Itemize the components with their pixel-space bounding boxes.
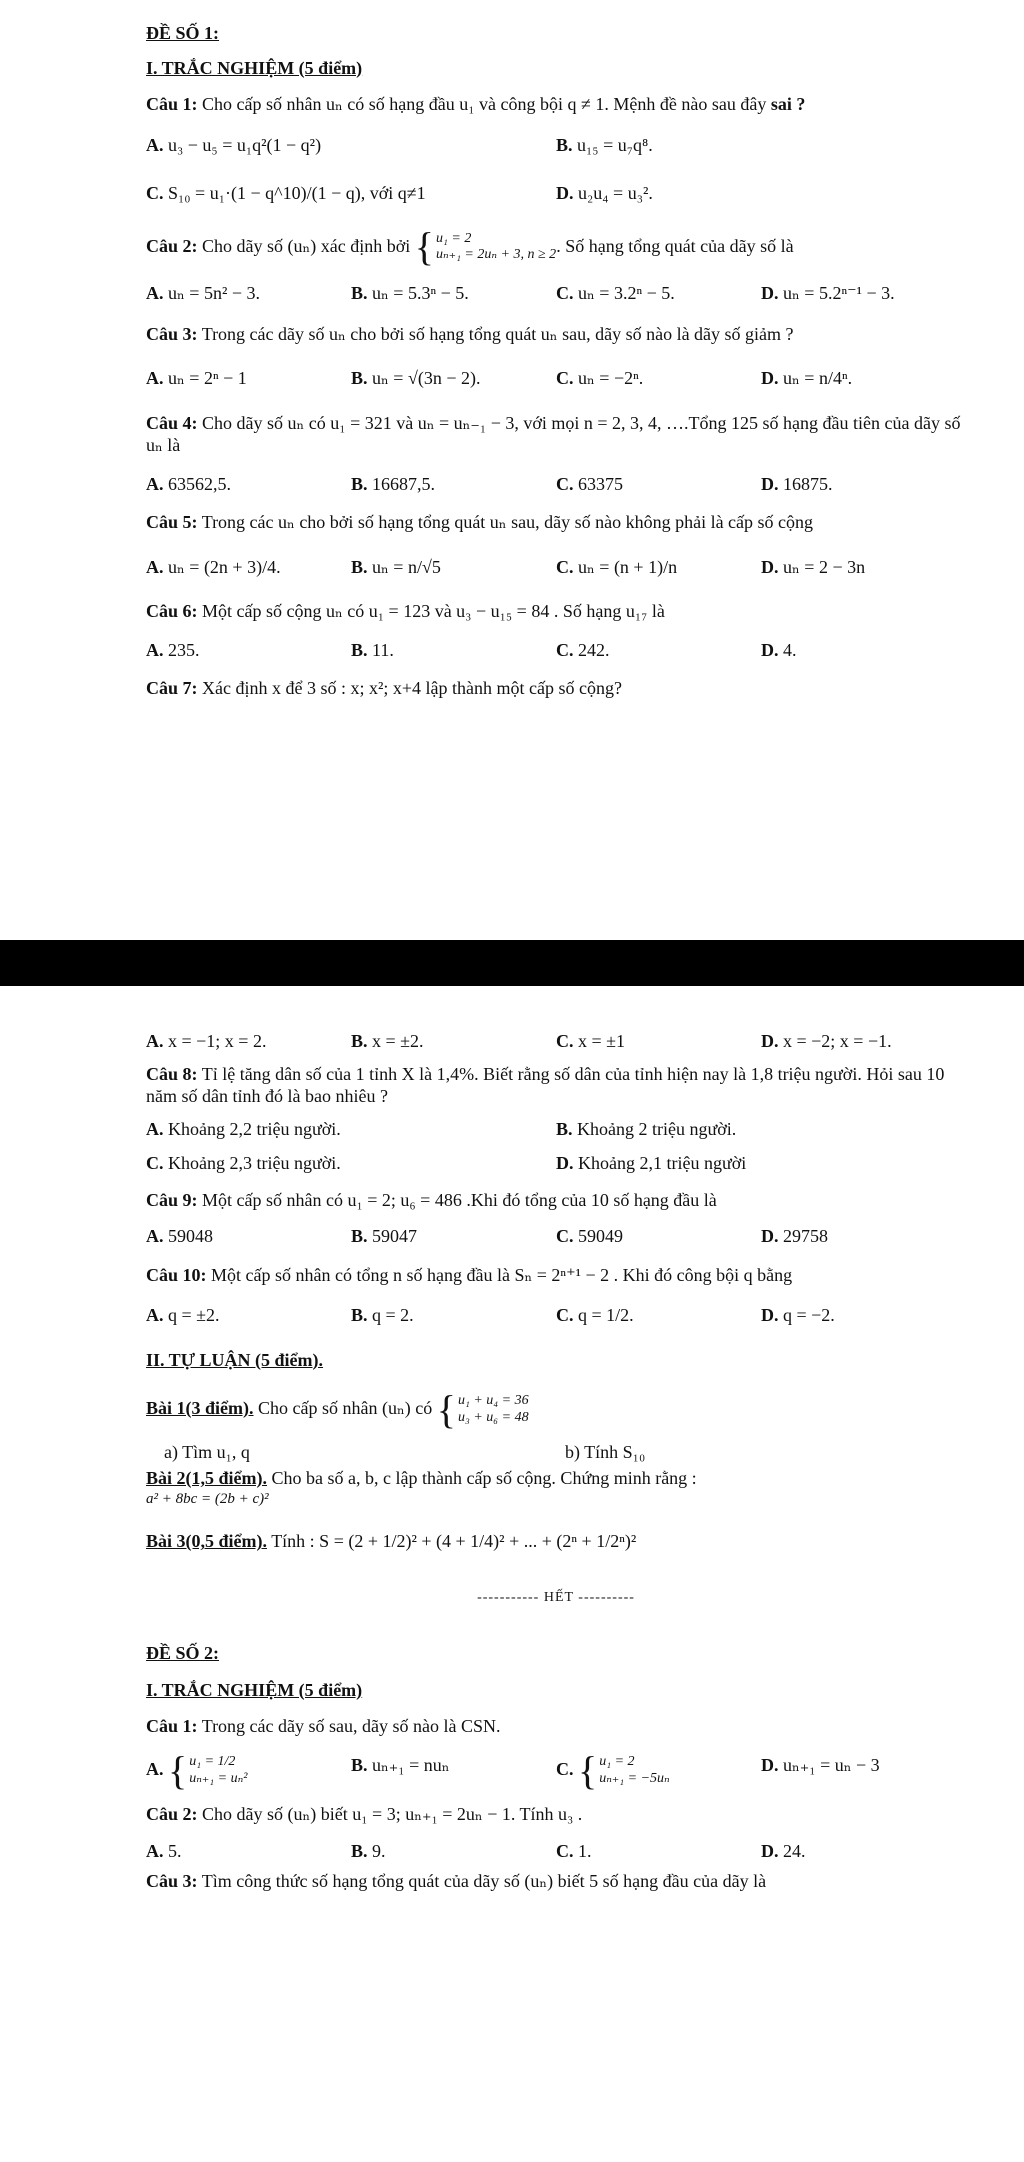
exam-2-q1-option-c: { u₁ = 2 uₙ₊₁ = −5uₙ — [578, 1747, 670, 1793]
q8-options-ab: A. Khoảng 2,2 triệu người. B. Khoảng 2 triệu người. — [146, 1118, 737, 1139]
q1-option-b: u₁₅ = u₇q⁸. — [577, 134, 653, 155]
q3-option-d: uₙ = n/4ⁿ. — [783, 368, 853, 389]
q3-option-b: uₙ = √(3n − 2). — [372, 368, 481, 389]
question-10: Câu 10: Một cấp số nhân có tổng n số hạng đầu là Sₙ = 2ⁿ⁺¹ − 2 . Khi đó công bội q bằng — [146, 1264, 793, 1285]
q7-options: A. x = −1; x = 2. B. x = ±2. C. x = ±1 D. x = −2; x = −1. — [146, 1031, 892, 1051]
q1-options-cd: C. S₁₀ = u₁·(1 − q^10)/(1 − q), với q≠1 D. u₂u₄ = u₃². — [146, 183, 653, 203]
exam-2-question-2: Câu 2: Cho dãy số (uₙ) biết u₁ = 3; uₙ₊₁ = 2uₙ − 1. Tính u₃ . — [146, 1804, 583, 1825]
exam-2-q1-option-d: uₙ₊₁ = uₙ − 3 — [783, 1754, 880, 1775]
q2-option-a: uₙ = 5n² − 3. — [168, 283, 260, 304]
section-multiple-choice: I. TRẮC NGHIỆM (5 điểm) — [146, 57, 363, 78]
q2-options: A. uₙ = 5n² − 3. B. uₙ = 5.3ⁿ − 5. C. uₙ = 3.2ⁿ − 5. D. uₙ = 5.2ⁿ⁻¹ − 3. — [146, 283, 895, 304]
exam-2-q2-option-d: 24. — [783, 1840, 806, 1861]
q10-options: A. q = ±2. B. q = 2. C. q = 1/2. D. q = −2. — [146, 1305, 835, 1325]
question-3: Câu 3: Trong các dãy số uₙ cho bởi số hạng tổng quát uₙ sau, dãy số nào là dãy số giảm ? — [146, 323, 794, 344]
q4-option-c: 63375 — [578, 473, 623, 494]
exam-2-q2-options: A. 5. B. 9. C. 1. D. 24. — [146, 1840, 806, 1861]
q5-option-c: uₙ = (n + 1)/n — [578, 556, 678, 577]
q8-options-cd: C. Khoảng 2,3 triệu người. D. Khoảng 2,1 triệu người — [146, 1153, 747, 1173]
question-5: Câu 5: Trong các uₙ cho bởi số hạng tổng quát uₙ sau, dãy số nào không phải là cấp số cộng — [146, 512, 814, 533]
exam-2-title: ĐỀ SỐ 2: — [146, 1643, 220, 1664]
q1-options-ab: A. u₃ − u₅ = u₁q²(1 − q²) B. u₁₅ = u₇q⁸. — [146, 134, 653, 155]
q7-option-c: x = ±1 — [578, 1031, 626, 1051]
page-2 — [0, 986, 1024, 2162]
q4-option-a: 63562,5. — [168, 473, 231, 494]
bai-1-parts — [146, 1441, 966, 1464]
bai-2: Bài 2(1,5 điểm). Cho ba số a, b, c lập thành cấp số cộng. Chứng minh rằng : — [146, 1468, 697, 1489]
question-7: Câu 7: Xác định x để 3 số : x; x²; x+4 lập thành một cấp số cộng? — [146, 678, 622, 699]
exam-2-question-1: Câu 1: Trong các dãy số sau, dãy số nào là CSN. — [146, 1716, 501, 1737]
bai-1-part-b: b) Tính S₁₀ — [565, 1441, 646, 1462]
q6-option-d: 4. — [783, 639, 797, 660]
exam-2-q2-option-b: 9. — [372, 1840, 386, 1861]
q1-option-c: S₁₀ = u₁·(1 − q^10)/(1 − q), với q≠1 — [168, 183, 426, 203]
q8-option-c: Khoảng 2,3 triệu người. — [168, 1153, 341, 1173]
bai-3: Bài 3(0,5 điểm). Tính : S = (2 + 1/2)² + (4 + 1/4)² + ... + (2ⁿ + 1/2ⁿ)² — [146, 1531, 637, 1552]
q6-option-b: 11. — [372, 639, 394, 660]
bai-1: Bài 1(3 điểm). Cho cấp số nhân (uₙ) có { u₁ + u₄ = 36 u₃ + u₆ = 48 — [146, 1386, 529, 1432]
q1-option-d: u₂u₄ = u₃². — [578, 183, 653, 203]
question-6: Câu 6: Một cấp số cộng uₙ có u₁ = 123 và u₃ − u₁₅ = 84 . Số hạng u₁₇ là — [146, 601, 665, 622]
question-4: Câu 4: Cho dãy số uₙ có u₁ = 321 và uₙ = uₙ₋₁ − 3, với mọi n = 2, 3, 4, ….Tổng 125 số hạng đầu tiên của dãy số uₙ là — [146, 412, 961, 456]
q5-option-b: uₙ = n/√5 — [372, 556, 441, 577]
q7-option-a: x = −1; x = 2. — [168, 1031, 267, 1051]
q8-option-a: Khoảng 2,2 triệu người. — [168, 1118, 341, 1139]
q9-option-b: 59047 — [372, 1226, 418, 1246]
section-essay: II. TỰ LUẬN (5 điểm). — [146, 1349, 324, 1370]
exam-2-q1-option-b: uₙ₊₁ = nuₙ — [372, 1754, 450, 1775]
q8-option-d: Khoảng 2,1 triệu người — [578, 1153, 747, 1173]
q5-option-d: uₙ = 2 − 3n — [783, 556, 866, 577]
exam-2-q2-option-a: 5. — [168, 1840, 182, 1861]
q7-option-b: x = ±2. — [372, 1031, 424, 1051]
exam-2-q1-option-a: { u₁ = 1/2 uₙ₊₁ = uₙ² — [168, 1747, 248, 1793]
page-1 — [0, 0, 1024, 940]
q1-option-a: u₃ − u₅ = u₁q²(1 − q²) — [168, 134, 322, 155]
q2-option-c: uₙ = 3.2ⁿ − 5. — [578, 283, 675, 304]
bai-2-formula: a² + 8bc = (2b + c)² — [146, 1490, 269, 1507]
q9-options: A. 59048 B. 59047 C. 59049 D. 29758 — [146, 1226, 828, 1246]
bai-1-part-a: a) Tìm u₁, q — [164, 1441, 250, 1462]
exam-2-q1-options: A. { u₁ = 1/2 uₙ₊₁ = uₙ² B. uₙ₊₁ = nuₙ C. { u₁ = 2 uₙ₊₁ = −5uₙ D. uₙ₊₁ = uₙ − 3 — [146, 1747, 880, 1793]
q2-option-b: uₙ = 5.3ⁿ − 5. — [372, 283, 469, 304]
q9-option-c: 59049 — [578, 1226, 623, 1246]
exam-2-question-3: Câu 3: Tìm công thức số hạng tổng quát của dãy số (uₙ) biết 5 số hạng đầu của dãy là — [146, 1871, 767, 1892]
q10-option-b: q = 2. — [372, 1305, 414, 1325]
q5-options: A. uₙ = (2n + 3)/4. B. uₙ = n/√5 C. uₙ = (n + 1)/n D. uₙ = 2 − 3n — [146, 556, 866, 577]
question-8: Câu 8: Tỉ lệ tăng dân số của 1 tỉnh X là 1,4%. Biết rằng số dân của tỉnh hiện nay là 1,8 triệu người. Hỏi sau 10 năm số dân tỉnh đó là bao nhiêu ? — [146, 1063, 945, 1106]
exam-2-section-multiple-choice: I. TRẮC NGHIỆM (5 điểm) — [146, 1679, 363, 1700]
question-2: Câu 2: Cho dãy số (uₙ) xác định bởi { u₁ = 2 uₙ₊₁ = 2uₙ + 3, n ≥ 2 . Số hạng tổng quát của dãy số là — [146, 224, 794, 270]
end-marker: ----------- HẾT ---------- — [477, 1589, 635, 1605]
q10-option-c: q = 1/2. — [578, 1305, 634, 1325]
q3-option-a: uₙ = 2ⁿ − 1 — [168, 368, 247, 389]
q10-option-a: q = ±2. — [168, 1305, 220, 1325]
q6-option-a: 235. — [168, 639, 200, 660]
q2-option-d: uₙ = 5.2ⁿ⁻¹ − 3. — [783, 283, 895, 304]
q6-options: A. 235. B. 11. C. 242. D. 4. — [146, 639, 797, 660]
q3-option-c: uₙ = −2ⁿ. — [578, 368, 644, 389]
q4-options: A. 63562,5. B. 16687,5. C. 63375 D. 16875. — [146, 473, 833, 494]
question-9: Câu 9: Một cấp số nhân có u₁ = 2; u₆ = 486 .Khi đó tổng của 10 số hạng đầu là — [146, 1189, 717, 1210]
q10-option-d: q = −2. — [783, 1305, 835, 1325]
q4-option-d: 16875. — [783, 473, 833, 494]
q3-options: A. uₙ = 2ⁿ − 1 B. uₙ = √(3n − 2). C. uₙ = −2ⁿ. D. uₙ = n/4ⁿ. — [146, 368, 853, 389]
q4-option-b: 16687,5. — [372, 473, 436, 494]
question-1: Câu 1: Cho cấp số nhân uₙ có số hạng đầu u₁ và công bội q ≠ 1. Mệnh đề nào sau đây sai ? — [146, 94, 806, 114]
q6-option-c: 242. — [578, 639, 610, 660]
q9-option-a: 59048 — [168, 1226, 213, 1246]
exam-2-q2-option-c: 1. — [578, 1840, 592, 1861]
q7-option-d: x = −2; x = −1. — [783, 1031, 892, 1051]
q8-option-b: Khoảng 2 triệu người. — [577, 1118, 737, 1139]
q5-option-a: uₙ = (2n + 3)/4. — [168, 556, 281, 577]
q9-option-d: 29758 — [783, 1226, 828, 1246]
exam-title: ĐỀ SỐ 1: — [146, 23, 220, 43]
